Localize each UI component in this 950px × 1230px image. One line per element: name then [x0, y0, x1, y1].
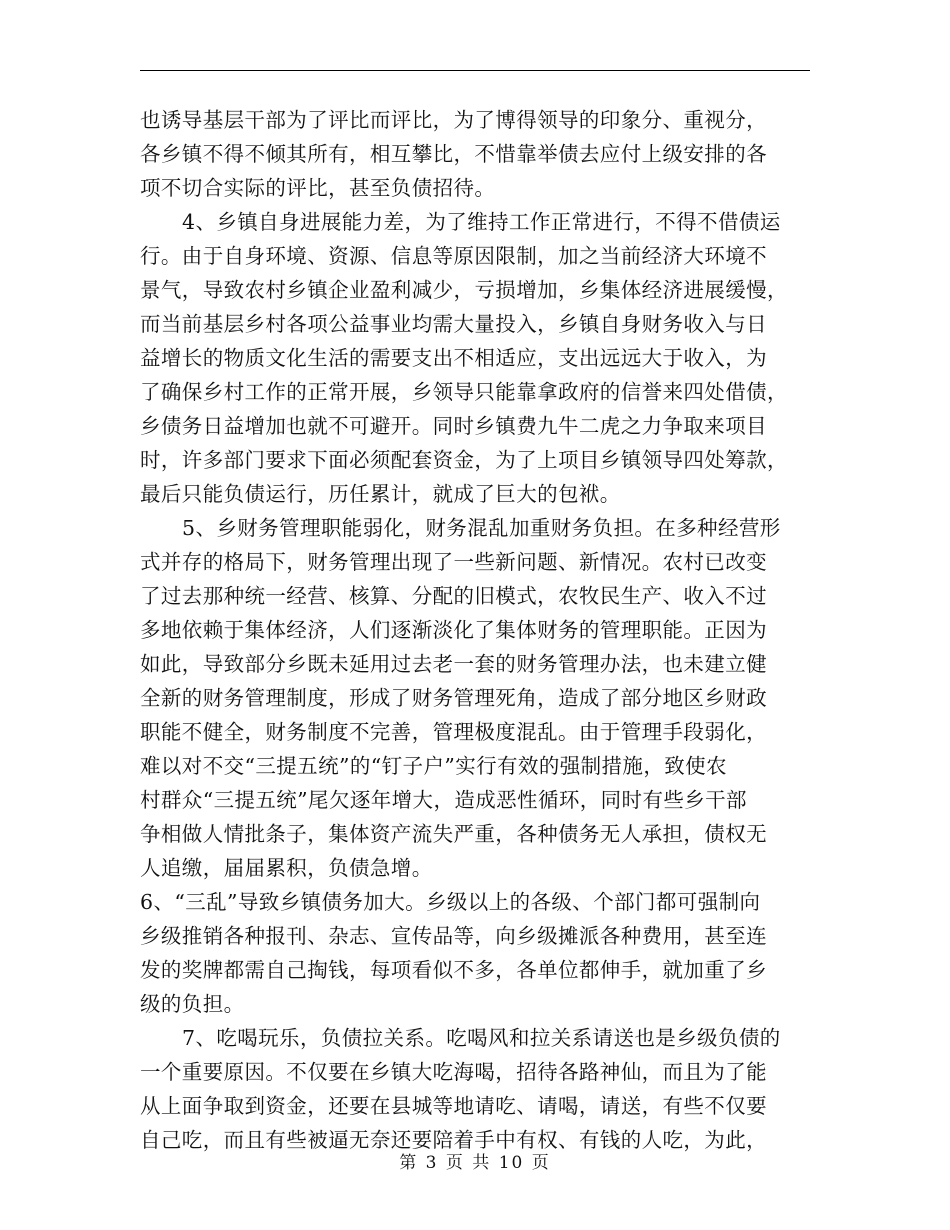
text-line: 行。由于自身环境、资源、信息等原因限制，加之当前经济大环境不 [140, 244, 767, 268]
text-line: 5、乡财务管理职能弱化，财务混乱加重财务负担。在多种经营形 [182, 516, 781, 540]
text-line: 从上面争取到资金，还要在县城等地请吃、请喝，请送，有些不仅要 [140, 1094, 767, 1118]
text-line: 争相做人情批条子，集体资产流失严重，各种债务无人承担，债权无 [140, 822, 767, 846]
page-footer: 第 3 页 共 10 页 [399, 1153, 551, 1173]
text-line: 益增长的物质文化生活的需要支出不相适应，支出远远大于收入，为 [140, 346, 767, 370]
document-body [140, 103, 810, 1157]
text-line: 乡债务日益增加也就不可避开。同时乡镇费九牛二虎之力争取来项目 [140, 414, 767, 438]
text-line: 式并存的格局下，财务管理出现了一些新问题、新情况。农村已改变 [140, 550, 767, 574]
text-line: 自己吃，而且有些被逼无奈还要陪着手中有权、有钱的人吃，为此， [140, 1128, 767, 1152]
text-line: 7、吃喝玩乐，负债拉关系。吃喝风和拉关系请送也是乡级负债的 [182, 1026, 781, 1050]
text-line: 如此，导致部分乡既未延用过去老一套的财务管理办法，也未建立健 [140, 652, 767, 676]
text-line: 村群众“三提五统”尾欠逐年增大，造成恶性循环，同时有些乡干部 [140, 788, 747, 812]
text-line: 级的负担。 [140, 992, 245, 1016]
text-line: 乡级推销各种报刊、杂志、宣传品等，向乡级摊派各种费用，甚至连 [140, 924, 767, 948]
text-line: 而当前基层乡村各项公益事业均需大量投入，乡镇自身财务收入与日 [140, 312, 767, 336]
text-line: 6、“三乱”导致乡镇债务加大。乡级以上的各级、个部门都可强制向 [140, 890, 761, 914]
text-line: 一个重要原因。不仅要在乡镇大吃海喝，招待各路神仙，而且为了能 [140, 1060, 767, 1084]
text-line: 时，许多部门要求下面必须配套资金，为了上项目乡镇领导四处筹款， [140, 448, 788, 472]
text-line: 了过去那种统一经营、核算、分配的旧模式，农牧民生产、收入不过 [140, 584, 767, 608]
header-rule [140, 70, 810, 71]
text-line: 了确保乡村工作的正常开展，乡领导只能靠拿政府的信誉来四处借债， [140, 380, 788, 404]
text-line: 多地依赖于集体经济，人们逐渐淡化了集体财务的管理职能。正因为 [140, 618, 767, 642]
text-line: 难以对不交“三提五统”的“钉子户”实行有效的强制措施，致使农 [140, 754, 727, 778]
text-line: 职能不健全，财务制度不完善，管理极度混乱。由于管理手段弱化， [140, 720, 767, 744]
text-line: 人追缴，届届累积，负债急增。 [140, 856, 433, 880]
text-line: 4、乡镇自身进展能力差，为了维持工作正常进行，不得不借债运 [182, 210, 781, 234]
text-line: 最后只能负债运行，历任累计，就成了巨大的包袱。 [140, 482, 621, 506]
text-line: 全新的财务管理制度，形成了财务管理死角，造成了部分地区乡财政 [140, 686, 767, 710]
text-line: 景气，导致农村乡镇企业盈利减少，亏损增加，乡集体经济进展缓慢， [140, 278, 788, 302]
text-line: 发的奖牌都需自己掏钱，每项看似不多，各单位都伸手，就加重了乡 [140, 958, 767, 982]
text-line: 项不切合实际的评比，甚至负债招待。 [140, 176, 496, 200]
text-line: 各乡镇不得不倾其所有，相互攀比，不惜靠举债去应付上级安排的各 [140, 142, 767, 166]
text-line: 也诱导基层干部为了评比而评比，为了博得领导的印象分、重视分， [140, 108, 767, 132]
